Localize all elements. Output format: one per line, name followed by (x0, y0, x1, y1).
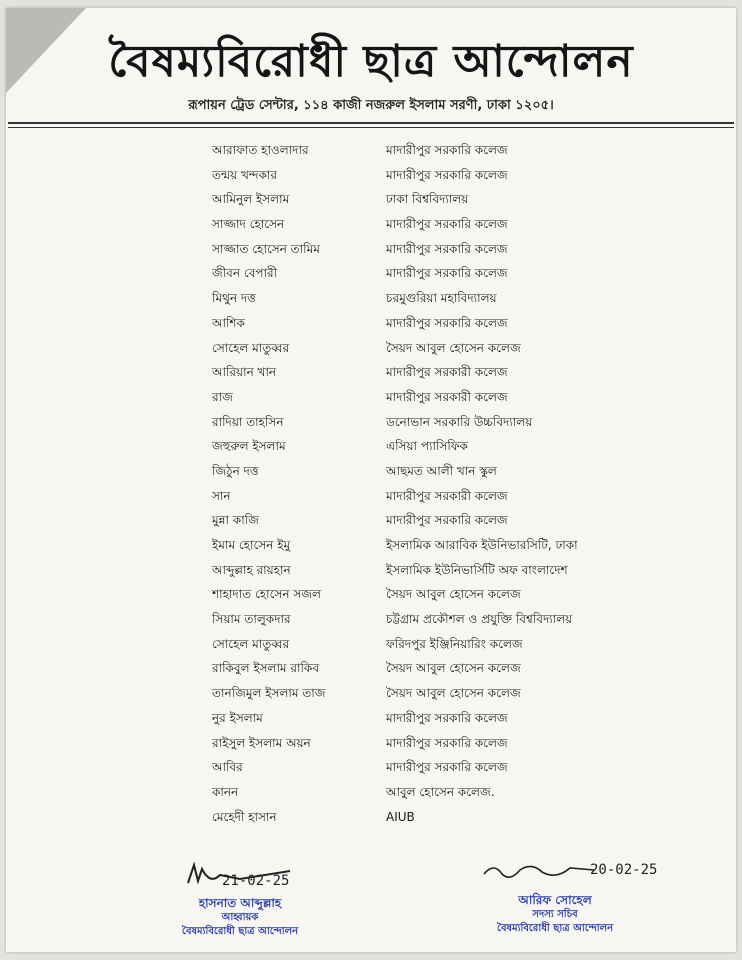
member-row (0, 436, 742, 461)
member-name: সিয়াম তালুকদার (212, 612, 291, 627)
member-row (0, 461, 742, 486)
member-name: নুর ইসলাম (212, 710, 263, 725)
member-row (0, 214, 742, 239)
member-row (0, 263, 742, 288)
member-institution: মাদারীপুর সরকারি কলেজ (386, 266, 508, 281)
member-row (0, 560, 742, 585)
member-row (0, 757, 742, 782)
member-name: সাজ্জাত হোসেন তামিম (212, 241, 320, 256)
member-row (0, 387, 742, 412)
member-name: জিঠুন দত্ত (212, 463, 259, 478)
member-institution: ডনোভান সরকারি উচ্চবিদ্যালয় (386, 414, 533, 429)
member-institution: চরমুগুরিয়া মহাবিদ্যালয় (386, 291, 497, 306)
member-institution: সৈয়দ আবুল হোসেন কলেজ (386, 340, 521, 355)
member-institution: সৈয়দ আবুল হোসেন কলেজ (386, 661, 521, 676)
member-name: রাজ (212, 389, 233, 404)
member-institution: সৈয়দ আবুল হোসেন কলেজ (386, 587, 521, 602)
member-name: জীবন বেপারী (212, 266, 278, 281)
member-row (0, 658, 742, 683)
member-institution: ঢাকা বিশ্ববিদ্যালয় (386, 192, 469, 207)
member-institution: মাদারীপুর সরকারি কলেজ (386, 241, 508, 256)
member-name: আরাফাত হাওলাদার (212, 143, 309, 157)
member-name: সান (212, 488, 231, 503)
letterhead-address: রূপায়ন ট্রেড সেন্টার, ১১৪ কাজী নজরুল ইসলাম সরণী, ঢাকা ১২০৫। (188, 98, 554, 113)
header-rule (8, 122, 734, 124)
member-name: কানন (212, 784, 239, 799)
member-row (0, 584, 742, 609)
signatory-role: আহ্বায়ক (221, 912, 259, 923)
member-institution: মাদারীপুর সরকারি কলেজ (386, 217, 508, 232)
member-name: সোহেল মাতুব্বর (212, 340, 290, 355)
member-institution: মাদারীপুর সরকারি কলেজ (386, 143, 508, 157)
member-row (0, 486, 742, 511)
member-institution: আছমত আলী খান স্কুল (386, 463, 497, 478)
member-name: মেহেদী হাসান (212, 809, 277, 824)
member-institution: মাদারীপুর সরকারি কলেজ (386, 167, 508, 182)
signatory-org: বৈষম্যবিরোধী ছাত্র আন্দোলন (496, 923, 614, 934)
signature-scribble (480, 856, 600, 886)
member-row (0, 412, 742, 437)
member-institution: এসিয়া প্যাসিফিক (386, 439, 468, 454)
member-name: রাকিবুল ইসলাম রাকিব (212, 661, 319, 676)
member-row (0, 362, 742, 387)
member-name: তন্ময় খন্দকার (212, 167, 277, 182)
member-institution: মাদারীপুর সরকারি কলেজ (386, 735, 508, 750)
member-name: সাজ্জাদ হোসেন (212, 217, 285, 232)
member-institution: মাদারীপুর সরকারী কলেজ (386, 389, 508, 404)
member-row (0, 708, 742, 733)
member-name: মুন্না কাজি (212, 513, 259, 528)
member-institution: ইসলামিক ইউনিভার্সিটি অফ বাংলাদেশ (386, 562, 568, 577)
member-name: আবির (212, 760, 243, 775)
member-name: রাইসুল ইসলাম অয়ন (212, 735, 311, 750)
member-row (0, 165, 742, 190)
member-name: জহুরুল ইসলাম (212, 439, 286, 454)
member-institution: মাদারীপুর সরকারী কলেজ (386, 488, 508, 503)
member-name: মিথুন দত্ত (212, 291, 256, 306)
member-row (0, 782, 742, 807)
signatory-role: সদস্য সচিব (532, 909, 578, 920)
signatory-name: আরিফ সোহেল (518, 893, 592, 907)
member-name: রাদিয়া তাহসিন (212, 414, 284, 429)
member-institution: চট্টগ্রাম প্রকৌশল ও প্রযুক্তি বিশ্ববিদ্যালয় (386, 612, 573, 627)
member-institution: ফরিদপুর ইঞ্জিনিয়ারিং কলেজ (386, 636, 523, 651)
member-institution: ইসলামিক আরাবিক ইউনিভারসিটি, ঢাকা (386, 538, 578, 552)
member-name: তানজিমুল ইসলাম তাজ (212, 686, 326, 701)
member-row (0, 609, 742, 634)
member-name: আশিক (212, 315, 245, 330)
member-row (0, 733, 742, 758)
signature-date: 20-02-25 (590, 862, 658, 878)
member-institution: মাদারীপুর সরকারি কলেজ (386, 710, 508, 725)
member-institution: মাদারীপুর সরকারী কলেজ (386, 365, 508, 380)
member-institution: মাদারীপুর সরকারি কলেজ (386, 315, 508, 330)
member-institution: মাদারীপুর সরকারি কলেজ (386, 760, 508, 775)
member-name: আব্দুল্লাহ রায়হান (212, 562, 291, 577)
member-institution: মাদারীপুর সরকারি কলেজ (386, 513, 508, 528)
member-name: আমিনুল ইসলাম (212, 192, 290, 207)
member-list (0, 140, 742, 831)
signatory-name: হাসনাত আব্দুল্লাহ (198, 896, 282, 910)
member-row (0, 535, 742, 560)
member-row (0, 288, 742, 313)
member-row (0, 313, 742, 338)
member-row (0, 189, 742, 214)
member-row (0, 510, 742, 535)
member-row (0, 807, 742, 832)
member-name: সোহেল মাতুব্বর (212, 636, 290, 651)
member-institution: আবুল হোসেন কলেজ. (386, 784, 495, 799)
member-row (0, 140, 742, 165)
signatory-org: বৈষম্যবিরোধী ছাত্র আন্দোলন (181, 926, 299, 937)
member-institution: AIUB (386, 809, 415, 824)
member-name: শাহাদাত হোসেন সজল (212, 587, 321, 602)
header-rule-thin (8, 127, 734, 128)
member-row (0, 634, 742, 659)
member-name: ইমাম হোসেন ইমু (212, 538, 291, 552)
member-row (0, 239, 742, 264)
member-institution: সৈয়দ আবুল হোসেন কলেজ (386, 686, 521, 701)
member-row (0, 338, 742, 363)
member-row (0, 683, 742, 708)
signature-date: 21-02-25 (222, 873, 290, 889)
letterhead-title: বৈষম্যবিরোধী ছাত্র আন্দোলন (108, 36, 634, 87)
member-name: আরিয়ান খান (212, 365, 277, 380)
